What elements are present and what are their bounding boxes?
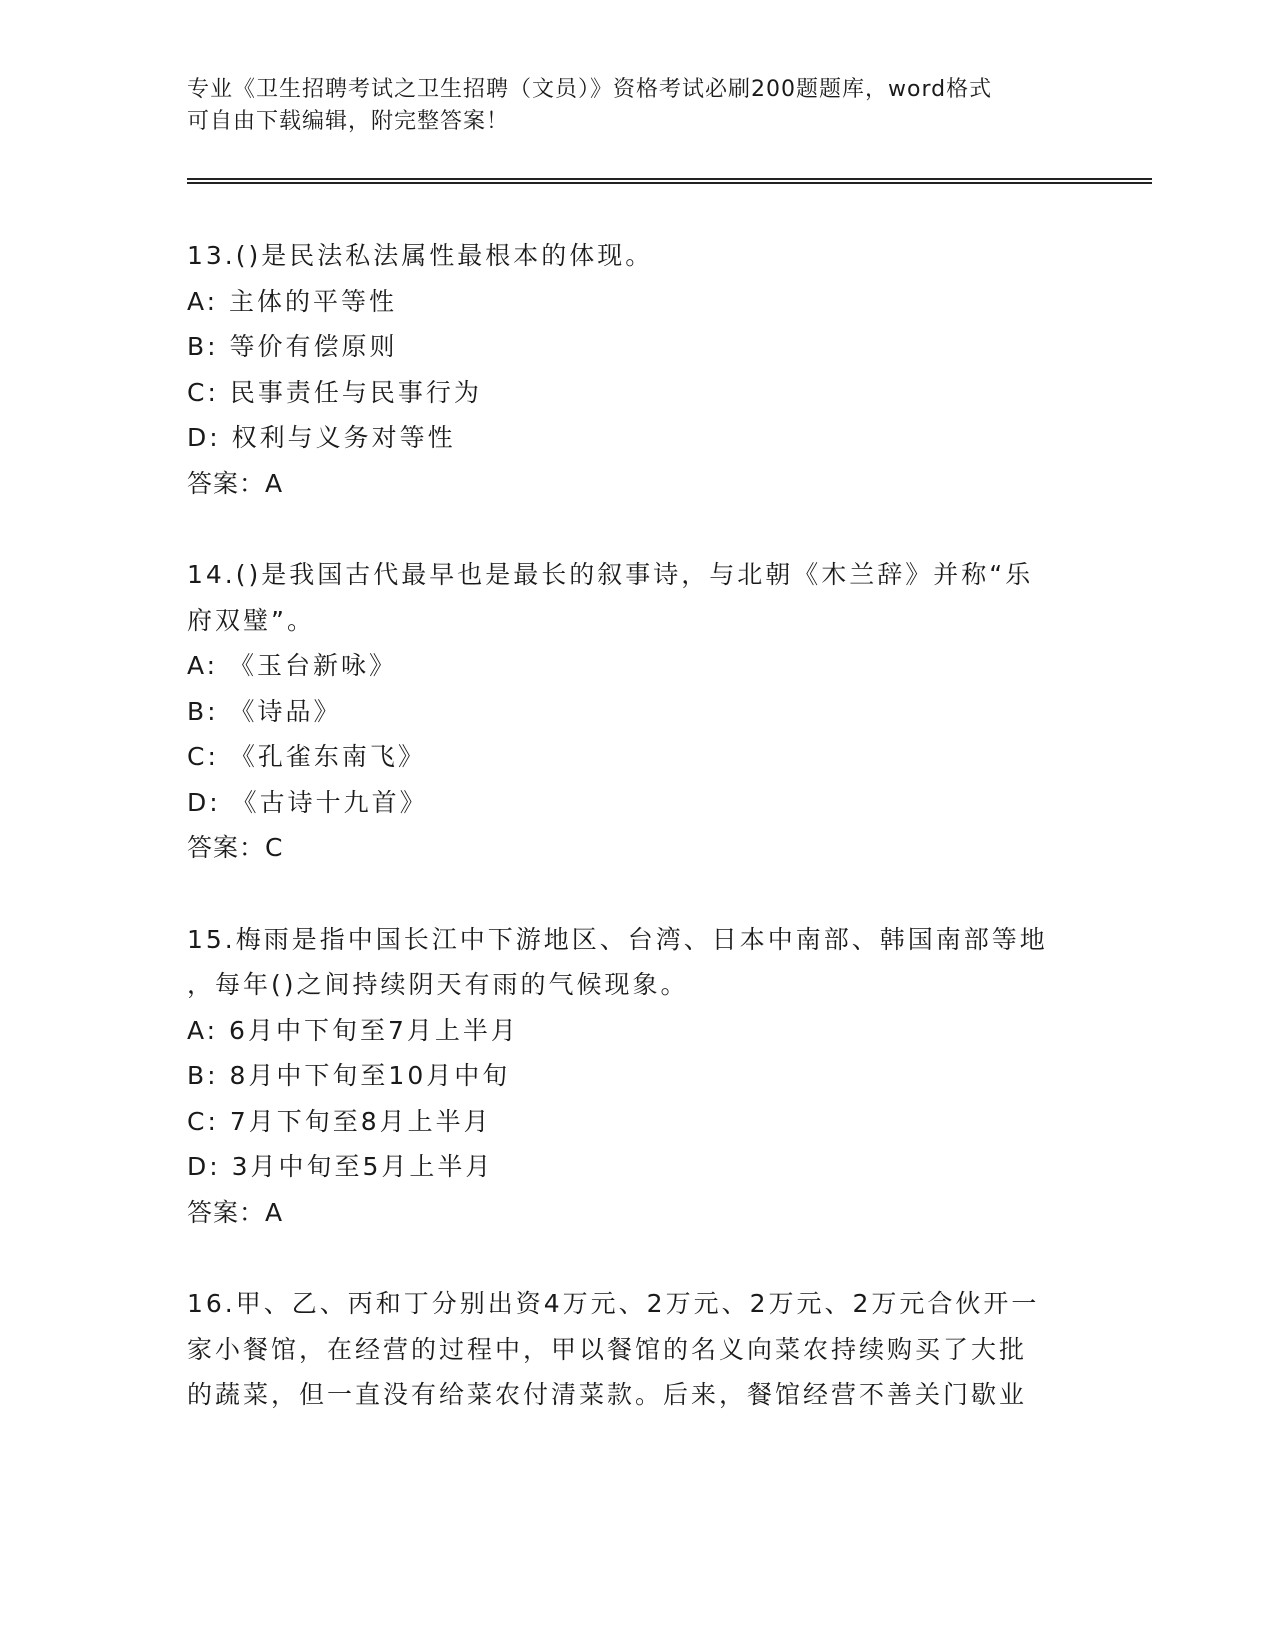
- question-15: [187, 917, 1087, 1236]
- question-stem: 14.()是我国古代最早也是最长的叙事诗，与北朝《木兰辞》并称“乐: [187, 560, 1034, 589]
- answer-value: C: [265, 833, 284, 862]
- question-16: [187, 1281, 1087, 1418]
- header-line-1: 专业《卫生招聘考试之卫生招聘（文员）》资格考试必刷200题题库，word格式: [187, 77, 993, 102]
- document-header-note: [187, 74, 1067, 138]
- question-stem-continued: 府双璧”。: [187, 605, 315, 635]
- question-stem: 15.梅雨是指中国长江中下游地区、台湾、日本中南部、韩国南部等地: [187, 924, 1048, 954]
- option-a: A: 6月中下旬至7月上半月: [187, 1015, 519, 1045]
- option-c: C: 民事责任与民事行为: [187, 377, 482, 407]
- answer-label: 答案：: [187, 1197, 266, 1227]
- question-stem-continued: ，每年()之间持续阴天有雨的气候现象。: [187, 970, 689, 999]
- answer-label: 答案：: [187, 833, 266, 862]
- option-d: D: 《古诗十九首》: [187, 787, 428, 817]
- option-b: B: 8月中下旬至10月中旬: [187, 1061, 511, 1090]
- option-d: D: 3月中旬至5月上半月: [187, 1152, 494, 1181]
- option-a: A: 《玉台新咏》: [187, 651, 398, 680]
- option-b: B: 等价有偿原则: [187, 332, 398, 361]
- question-list: [187, 233, 1087, 1464]
- answer-line: [187, 461, 1087, 507]
- header-line-2: 可自由下载编辑，附完整答案！: [187, 109, 510, 134]
- question-stem-continued: 家小餐馆，在经营的过程中，甲以餐馆的名义向菜农持续购买了大批: [187, 1334, 1028, 1364]
- option-b: B: 《诗品》: [187, 696, 342, 726]
- option-c: C: 7月下旬至8月上半月: [187, 1106, 492, 1136]
- header-divider-bottom: [187, 182, 1152, 184]
- option-d: D: 权利与义务对等性: [187, 423, 456, 452]
- answer-line: [187, 1190, 1087, 1236]
- question-13: [187, 233, 1087, 506]
- question-stem-continued: 的蔬菜，但一直没有给菜农付清菜款。后来，餐馆经营不善关门歇业: [187, 1380, 1028, 1409]
- question-14: [187, 552, 1087, 871]
- question-stem: 16.甲、乙、丙和丁分别出资4万元、2万元、2万元、2万元合伙开一: [187, 1289, 1040, 1318]
- answer-line: [187, 825, 1087, 871]
- answer-value: A: [265, 468, 284, 498]
- answer-value: A: [265, 1197, 284, 1227]
- answer-label: 答案：: [187, 468, 266, 498]
- option-c: C: 《孔雀东南飞》: [187, 742, 426, 771]
- question-stem: 13.()是民法私法属性最根本的体现。: [187, 241, 654, 270]
- option-a: A: 主体的平等性: [187, 286, 398, 316]
- header-divider-top: [187, 178, 1152, 180]
